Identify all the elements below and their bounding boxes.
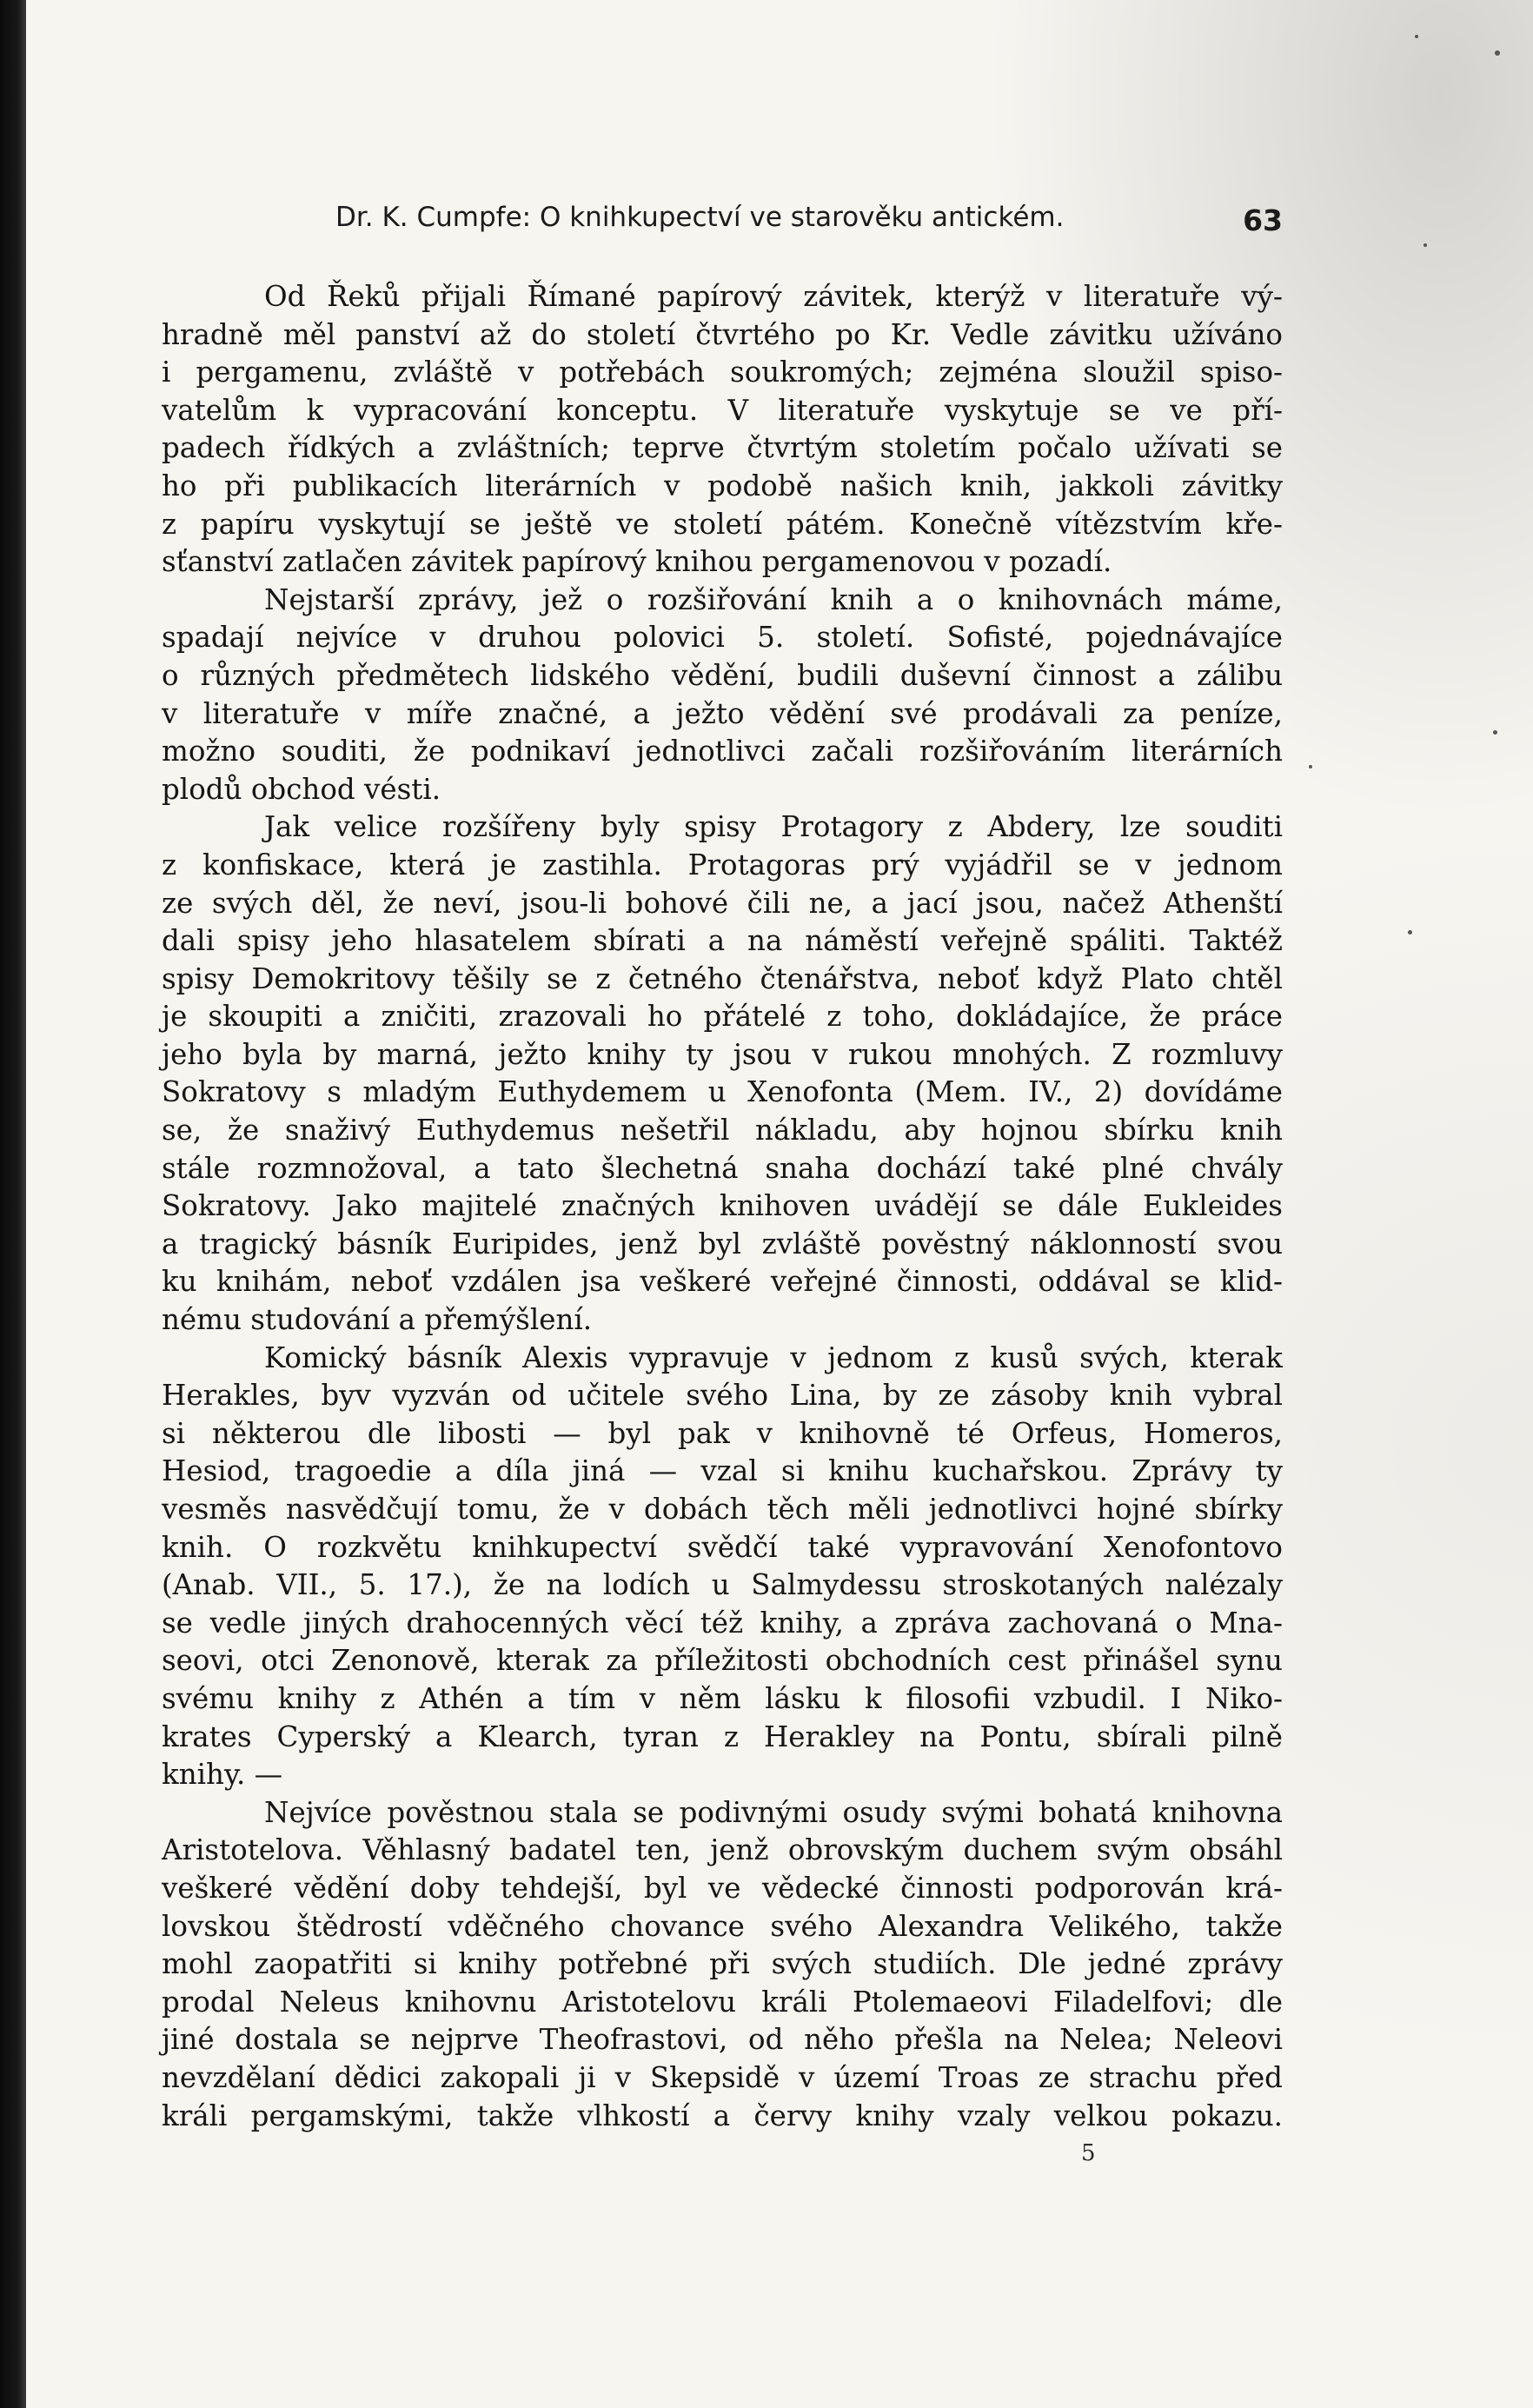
- paper-speck: [1415, 35, 1418, 38]
- text-line: králi pergamskými, takže vlhkostí a červy knihy vzaly velkou pokazu.: [162, 2099, 1283, 2132]
- page-header: [335, 202, 1283, 245]
- text-line: vesměs nasvědčují tomu, že v dobách těch měli jednotlivci hojné sbírky: [162, 1493, 1283, 1526]
- text-line: Komický básník Alexis vypravuje v jednom z kusů svých, kterak: [264, 1340, 1283, 1374]
- text-line: Nejstarší zprávy, jež o rozšiřování knih a o knihovnách máme,: [264, 582, 1283, 616]
- text-line: mohl zaopatřiti si knihy potřebné při svých studiích. Dle jedné zprávy: [162, 1947, 1283, 1981]
- text-line: vatelům k vypracování konceptu. V literatuře vyskytuje se ve pří-: [162, 393, 1283, 427]
- paper-speck: [1424, 243, 1427, 247]
- text-line: spadají nejvíce v druhou polovici 5. století. Sofisté, pojednávajíce: [162, 621, 1283, 655]
- scan-edge-shadow: [0, 0, 26, 2408]
- text-line: hradně měl panství až do století čtvrtého po Kr. Vedle závitku užíváno: [162, 317, 1283, 351]
- text-line: knih. O rozkvětu knihkupectví svědčí také vypravování Xenofontovo: [162, 1530, 1283, 1564]
- text-line: jiné dostala se nejprve Theofrastovi, od něho přešla na Nelea; Neleovi: [162, 2023, 1283, 2057]
- text-line: je skoupiti a zničiti, zrazovali ho přátelé z toho, dokládajíce, že práce: [162, 1000, 1283, 1034]
- text-line: seovi, otci Zenonově, kterak za příležitosti obchodních cest přinášel synu: [162, 1644, 1283, 1678]
- paper-speck: [1309, 765, 1312, 768]
- text-line: (Anab. VII., 5. 17.), že na lodích u Salmydessu stroskotaných nalézaly: [162, 1568, 1283, 1602]
- text-line: si některou dle libosti — byl pak v knihovně té Orfeus, Homeros,: [162, 1416, 1283, 1450]
- text-line: Od Řeků přijali Římané papírový závitek, kterýž v literatuře vý-: [264, 280, 1283, 313]
- running-title: Dr. K. Cumpfe: O knihkupectví ve starověku antickém.: [335, 202, 1065, 233]
- text-line: ku knihám, neboť vzdálen jsa veškeré veřejné činnosti, oddával se klid-: [162, 1265, 1283, 1299]
- text-line: Aristotelova. Věhlasný badatel ten, jenž obrovským duchem svým obsáhl: [162, 1833, 1283, 1867]
- text-line: Jak velice rozšířeny byly spisy Protagory z Abdery, lze souditi: [264, 810, 1283, 844]
- text-line: sťanství zatlačen závitek papírový knihou pergamenovou v pozadí.: [162, 545, 1112, 579]
- text-line: svému knihy z Athén a tím v něm lásku k filosofii vzbudil. I Niko-: [162, 1681, 1283, 1715]
- text-line: ho při publikacích literárních v podobě našich knih, jakkoli závitky: [162, 469, 1283, 502]
- text-line: prodal Neleus knihovnu Aristotelovu králi Ptolemaeovi Filadelfovi; dle: [162, 1985, 1283, 2019]
- text-line: Sokratovy s mladým Euthydemem u Xenofonta (Mem. IV., 2) dovídáme: [162, 1075, 1283, 1109]
- text-line: z papíru vyskytují se ještě ve století pátém. Konečně vítězstvím kře-: [162, 507, 1283, 541]
- paper-speck: [1495, 50, 1500, 56]
- text-line: padech řídkých a zvláštních; teprve čtvrtým stoletím počalo užívati se: [162, 431, 1283, 465]
- text-line: stále rozmnožoval, a tato šlechetná snaha dochází také plné chvály: [162, 1151, 1283, 1185]
- text-line: nému studování a přemýšlení.: [162, 1303, 593, 1337]
- text-line: v literatuře v míře značné, a ježto vědění své prodávali za peníze,: [162, 696, 1283, 730]
- text-line: plodů obchod vésti.: [162, 772, 441, 806]
- text-line: a tragický básník Euripides, jenž byl zvláště pověstný náklonností svou: [162, 1227, 1283, 1261]
- text-line: Sokratovy. Jako majitelé značných knihoven uvádějí se dále Eukleides: [162, 1189, 1283, 1223]
- page-number: 63: [1243, 203, 1283, 237]
- text-line: lovskou štědrostí vděčného chovance svého Alexandra Velikého, takže: [162, 1909, 1283, 1943]
- paper-speck: [1408, 930, 1412, 935]
- text-line: knihy. —: [162, 1758, 283, 1792]
- text-line: i pergamenu, zvláště v potřebách soukromých; zejména sloužil spiso-: [162, 356, 1283, 389]
- text-line: se vedle jiných drahocenných věcí též knihy, a zpráva zachovaná o Mna-: [162, 1606, 1283, 1640]
- text-line: nevzdělaní dědici zakopali ji v Skepsidě v území Troas ze strachu před: [162, 2060, 1283, 2094]
- text-line: spisy Demokritovy těšily se z četného čtenářstva, neboť když Plato chtěl: [162, 961, 1283, 995]
- paper-speck: [1493, 730, 1497, 735]
- text-line: se, že snaživý Euthydemus nešetřil nákladu, aby hojnou sbírku knih: [162, 1114, 1283, 1147]
- text-line: o různých předmětech lidského vědění, budili duševní činnost a zálibu: [162, 658, 1283, 692]
- text-line: dali spisy jeho hlasatelem sbírati a na náměstí veřejně spáliti. Taktéž: [162, 924, 1283, 958]
- text-line: krates Cyperský a Klearch, tyran z Herakley na Pontu, sbírali pilně: [162, 1720, 1283, 1753]
- body-text: [162, 278, 1283, 2135]
- text-line: Herakles, byv vyzván od učitele svého Lina, by ze zásoby knih vybral: [162, 1379, 1283, 1413]
- text-line: z konfiskace, která je zastihla. Protagoras prý vyjádřil se v jednom: [162, 848, 1283, 881]
- text-line: ze svých děl, že neví, jsou-li bohové čili ne, a jací jsou, načež Athenští: [162, 886, 1283, 920]
- printer-signature-mark: 5: [1081, 2140, 1096, 2166]
- text-line: veškeré vědění doby tehdejší, byl ve vědecké činnosti podporován krá-: [162, 1871, 1283, 1905]
- text-line: jeho byla by marná, ježto knihy ty jsou v rukou mnohých. Z rozmluvy: [162, 1037, 1283, 1071]
- text-line: Hesiod, tragoedie a díla jiná — vzal si knihu kuchařskou. Zprávy ty: [162, 1454, 1283, 1488]
- text-line: Nejvíce pověstnou stala se podivnými osudy svými bohatá knihovna: [264, 1795, 1283, 1829]
- text-line: možno souditi, že podnikaví jednotlivci začali rozšiřováním literárních: [162, 735, 1283, 768]
